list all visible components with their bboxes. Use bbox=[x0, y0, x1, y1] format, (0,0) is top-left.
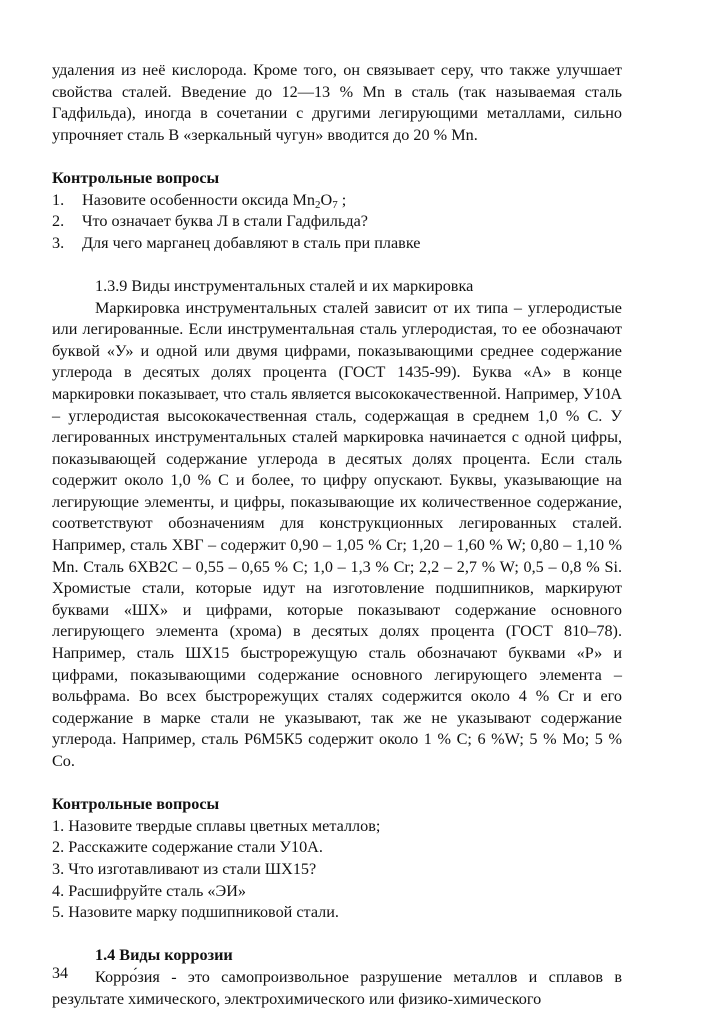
page-number: 34 bbox=[52, 965, 68, 982]
list-item: 2. Расскажите содержание стали У10А. bbox=[52, 838, 323, 857]
list-item bbox=[52, 233, 622, 255]
list-item: 4. Расшифруйте сталь «ЭИ» bbox=[52, 881, 246, 900]
list-item: 3. Что изготавливают из стали ШХ15? bbox=[52, 859, 317, 878]
item-number: 3. bbox=[52, 233, 65, 252]
item-number: 2. bbox=[52, 212, 65, 231]
questions2-heading: Контрольные вопросы bbox=[52, 795, 220, 814]
list-item bbox=[52, 211, 622, 233]
section-14-heading: 1.4 Виды коррозии bbox=[95, 946, 233, 965]
questions1-list bbox=[52, 190, 622, 255]
document-page bbox=[52, 60, 622, 1010]
intro-paragraph: удаления из неё кислорода. Кроме того, он связывает серу, что также улучшает свойства сталей. Введение до 12—13 % Mn в сталь (так называемая сталь Гадфильда), иногда в сочетании с другими легирующими металлами, сильно упрочняет сталь В «зеркальный чугун» вводится до 20 % Mn. bbox=[52, 61, 622, 144]
item-text: Для чего марганец добавляют в сталь при плавке bbox=[82, 233, 421, 252]
questions1-heading: Контрольные вопросы bbox=[52, 168, 220, 187]
questions2-list bbox=[52, 816, 622, 924]
list-item: 1. Назовите твердые сплавы цветных металлов; bbox=[52, 816, 381, 835]
item-text: Назовите особенности оксида $Mn_2O_7$ ; bbox=[82, 190, 347, 211]
list-item: 5. Назовите марку подшипниковой стали. bbox=[52, 903, 339, 922]
list-item bbox=[52, 190, 622, 212]
section-14-body: Корро́зия - это самопроизвольное разрушение металлов и сплавов в результате химического, электрохимического или физико-химического bbox=[52, 967, 622, 1008]
item-number: 1. bbox=[52, 190, 65, 209]
item-text: Что означает буква Л в стали Гадфильда? bbox=[82, 212, 368, 231]
section-139-body: Маркировка инструментальных сталей зависит от их типа – углеродистые или легированные. Если инструментальная сталь углеродистая, то ее обозначают буквой «У» и одной или двумя цифрами, показывающими среднее содержание углерода в десятых долях процента (ГОСТ 1435-99). Буква «А» в конце маркировки показывает, что сталь является высококачественной. Например, У10А – углеродистая высококачественная сталь, содержащая в среднем 1,0 % С. У легированных инструментальных сталей маркировка начинается с одной цифры, показывающей содержание углерода в десятых долях процента. Если сталь содержит около 1,0 % С и более, то цифру опускают. Буквы, указывающие на легирующие элементы, и цифры, показывающие их количественное содержание, соответствуют обозначениям для конструкционных легированных сталей. Например, сталь ХВГ – содержит 0,90 – 1,05 % Cr; 1,20 – 1,60 % W; 0,80 – 1,10 % Mn. Сталь 6ХВ2С – 0,55 – 0,65 % С; 1,0 – 1,3 % Cr; 2,2 – 2,7 % W; 0,5 – 0,8 % Si. Хромистые стали, которые идут на изготовление подшипников, маркируют буквами «ШХ» и цифрами, которые показывают содержание основного легирующего элемента (хрома) в десятых долях процента (ГОСТ 810–78). Например, сталь ШХ15 быстрорежущую сталь обозначают буквами «Р» и цифрами, показывающими содержание основного легирующего элемента – вольфрама. Во всех быстрорежущих сталях содержится около 4 % Cr и его содержание в марке стали не указывают, так же не указывают содержание углерода. Например, сталь Р6М5К5 содержит около 1 % С; 6 %W; 5 % Mo; 5 % Co. bbox=[52, 298, 622, 770]
section-139-heading: 1.3.9 Виды инструментальных сталей и их маркировка bbox=[95, 276, 474, 295]
